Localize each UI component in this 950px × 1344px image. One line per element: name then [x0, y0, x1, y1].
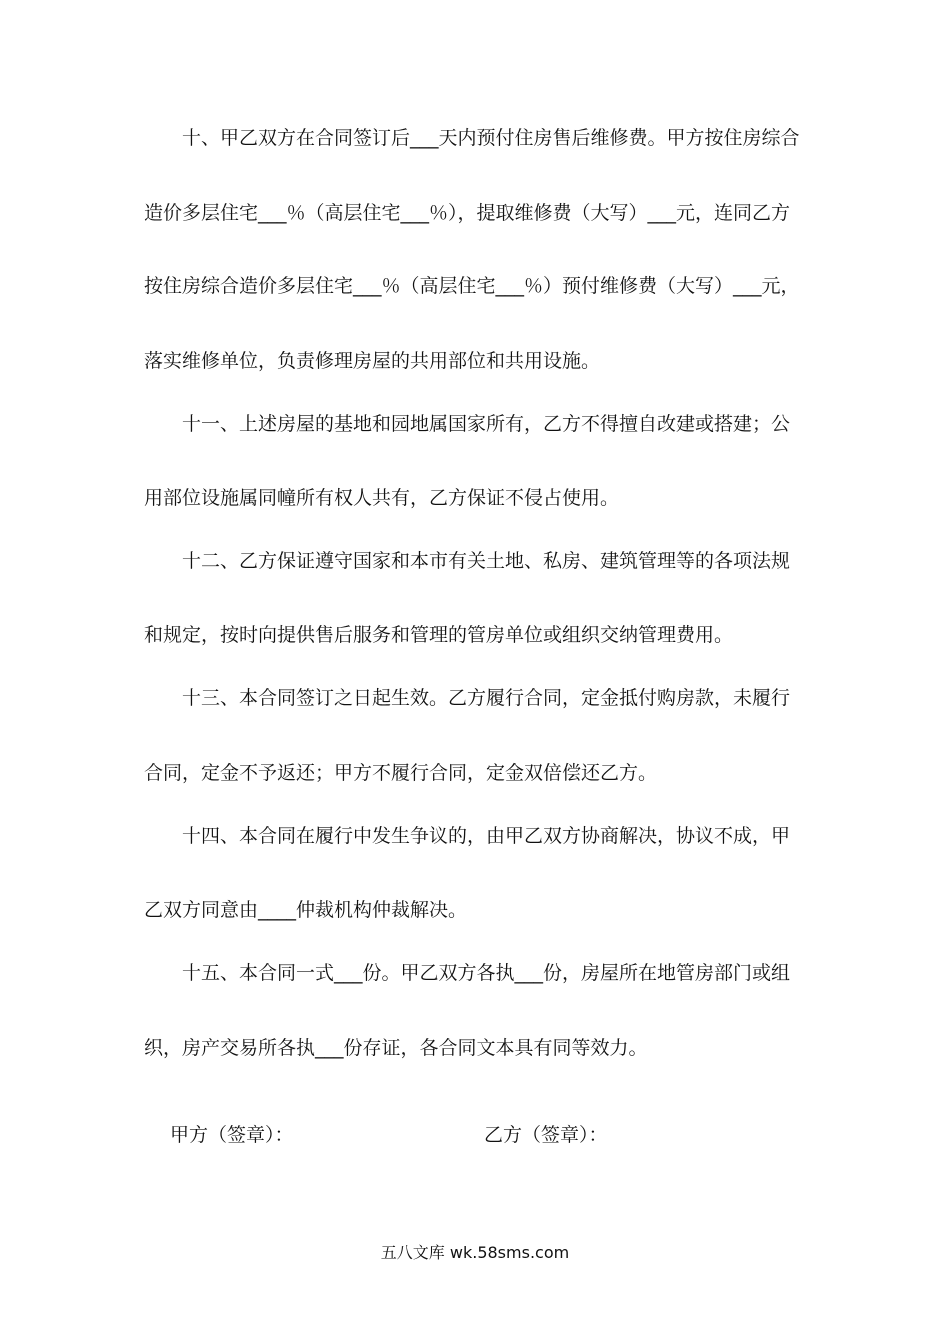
clause-12-line-2: 和规定，按时向提供售后服务和管理的管房单位或组织交纳管理费用。	[144, 624, 734, 646]
clause-10-line-2: 造价多层住宅___％（高层住宅___％），提取维修费（大写）___元，连同乙方	[144, 202, 791, 224]
clause-11-line-1: 十一、上述房屋的基地和园地属国家所有，乙方不得擅自改建或搭建；公	[182, 413, 791, 435]
clause-13-line-1: 十三、本合同签订之日起生效。乙方履行合同，定金抵付购房款，未履行	[182, 687, 791, 709]
clause-13-line-2: 合同，定金不予返还；甲方不履行合同，定金双倍偿还乙方。	[144, 762, 658, 784]
clause-10-line-4: 落实维修单位，负责修理房屋的共用部位和共用设施。	[144, 350, 601, 372]
clause-15-line-2: 织，房产交易所各执___份存证，各合同文本具有同等效力。	[144, 1037, 648, 1059]
clause-10-line-1: 十、甲乙双方在合同签订后___天内预付住房售后维修费。甲方按住房综合	[182, 127, 800, 149]
clause-10-line-3: 按住房综合造价多层住宅___％（高层住宅___％）预付维修费（大写）___元，	[144, 275, 800, 297]
clause-12-line-1: 十二、乙方保证遵守国家和本市有关土地、私房、建筑管理等的各项法规	[182, 550, 791, 572]
clause-14-line-2: 乙双方同意由____仲裁机构仲裁解决。	[144, 899, 468, 921]
page-footer: 五八文库 wk.58sms.com	[380, 1243, 570, 1262]
party-a-signature: 甲方（签章）：	[170, 1124, 294, 1146]
clause-11-line-2: 用部位设施属同幢所有权人共有，乙方保证不侵占使用。	[144, 487, 620, 509]
party-b-signature: 乙方（签章）：	[484, 1124, 608, 1146]
clause-15-line-1: 十五、本合同一式___份。甲乙双方各执___份，房屋所在地管房部门或组	[182, 962, 791, 984]
clause-14-line-1: 十四、本合同在履行中发生争议的，由甲乙双方协商解决，协议不成，甲	[182, 825, 791, 847]
